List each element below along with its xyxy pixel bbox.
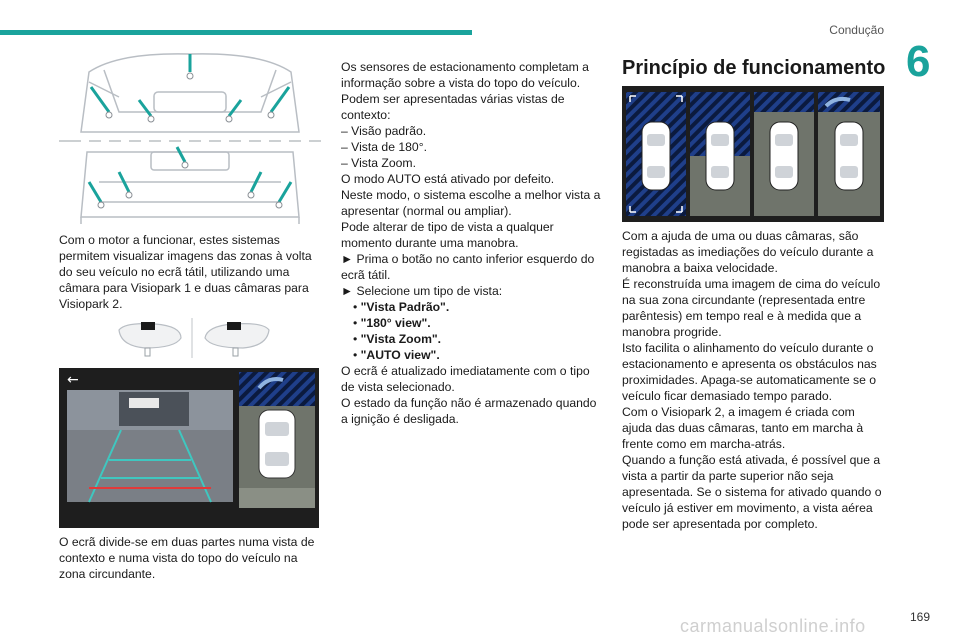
text-line: Quando a função está ativada, é possível que a vista a partir da parte superior não seja apresentada. Se o sistema for ativado quando o veículo já estiver em movimento, a vista aérea pode ser apresentada por completo.: [622, 453, 882, 531]
section-title: Condução: [829, 23, 884, 37]
top-view-sequence-figure: [622, 86, 884, 222]
text-line: – Visão padrão.: [341, 124, 427, 138]
arrow-left-icon: ←: [67, 372, 79, 388]
text-line: – Vista de 180°.: [341, 140, 427, 154]
header-accent-bar: [0, 30, 472, 35]
text-line: O ecrã é atualizado imediatamente com o tipo de vista selecionado.: [341, 364, 590, 394]
view-option: • "180° view".: [353, 316, 431, 330]
page-number: 169: [909, 610, 930, 624]
text-line: Isto facilita o alinhamento do veículo durante o estacionamento e apresenta os obstáculos nas proximidades. Apaga-se automaticamente se o veículo ficar demasiado tempo parado.: [622, 341, 877, 403]
split-screen-paragraph: O ecrã divide-se em duas partes numa vista de contexto e numa vista do topo do veículo na zona circundante.: [59, 535, 315, 581]
watermark: carmanualsonline.info: [680, 616, 866, 636]
text-line: Neste modo, o sistema escolhe a melhor vista a apresentar (normal ou ampliar).: [341, 188, 601, 218]
mirror-camera-figure: [115, 316, 273, 360]
text-line: É reconstruída uma imagem de cima do veículo na sua zona circundante (representada entre parêntesis) em tempo real e à medida que a manobra progride.: [622, 277, 881, 339]
text-line: O modo AUTO está ativado por defeito.: [341, 172, 555, 186]
view-option: • "AUTO view".: [353, 348, 440, 362]
text-line: Com a ajuda de uma ou duas câmaras, são registadas as imediações do veículo durante a manobra a baixa velocidade.: [622, 229, 874, 275]
view-types-text: [341, 59, 603, 427]
chapter-number: 6: [906, 37, 931, 86]
car-front-camera-figure: [59, 52, 321, 224]
view-option: • "Vista Padrão".: [353, 300, 450, 314]
text-line: ► Prima o botão no canto inferior esquerdo do ecrã tátil.: [341, 252, 595, 282]
text-line: Os sensores de estacionamento completam a informação sobre a vista do topo do veículo.: [341, 60, 589, 90]
text-line: Pode alterar de tipo de vista a qualquer momento durante uma manobra.: [341, 220, 554, 250]
text-line: O estado da função não é armazenado quando a ignição é desligada.: [341, 396, 597, 426]
text-line: Podem ser apresentadas várias vistas de contexto:: [341, 92, 565, 122]
view-option: • "Vista Zoom".: [353, 332, 442, 346]
text-line: ► Selecione um tipo de vista:: [341, 284, 503, 298]
section-heading: Princípio de funcionamento: [622, 57, 886, 79]
text-line: – Vista Zoom.: [341, 156, 416, 170]
principle-text: [622, 228, 886, 532]
touchscreen-split-view-figure: [59, 368, 319, 528]
text-line: Com o Visiopark 2, a imagem é criada com ajuda das duas câmaras, tanto em marcha à frente como em marcha-atrás.: [622, 405, 864, 451]
intro-paragraph: Com o motor a funcionar, estes sistemas permitem visualizar imagens das zonas à volta do seu veículo no ecrã tátil, utilizando uma câmara para Visiopark 1 e duas câmaras para Visiopark 2.: [59, 233, 312, 311]
